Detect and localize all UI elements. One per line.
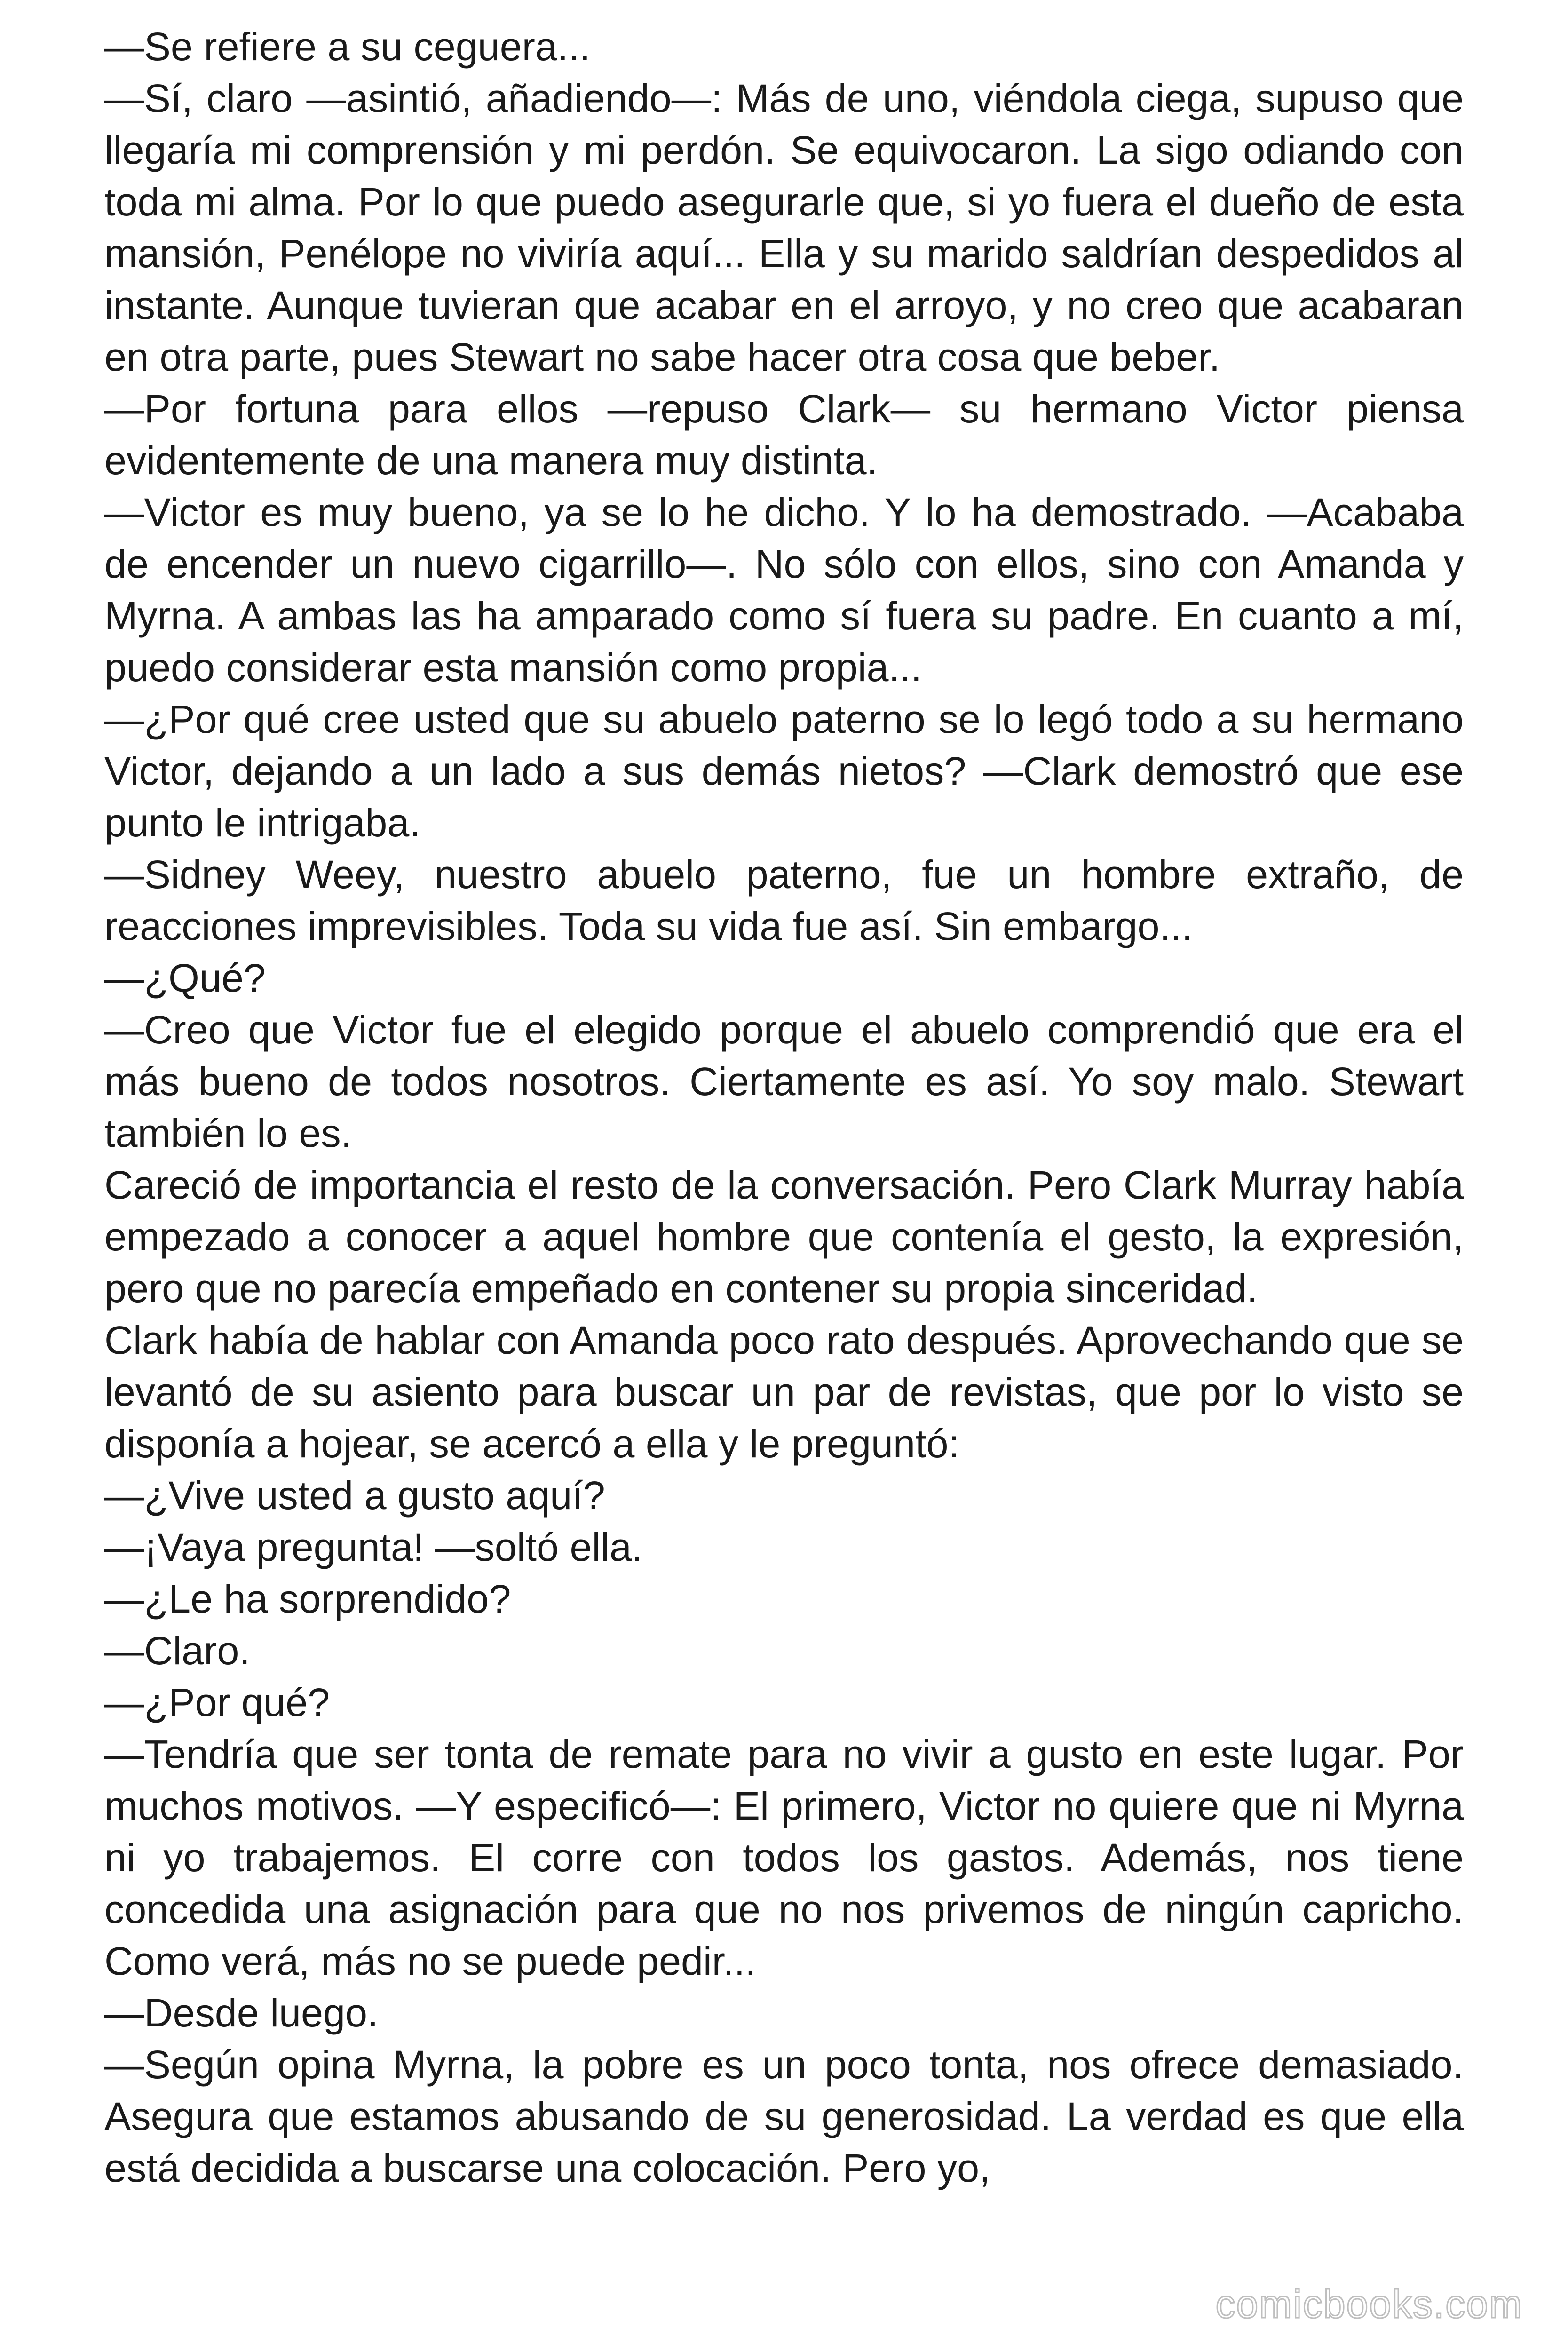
paragraph: —Según opina Myrna, la pobre es un poco tonta, nos ofrece demasiado. Asegura que estamos abusando de su generosidad. La verdad es que ella está decidida a buscarse una colocación. Pero yo,: [104, 2042, 1464, 2190]
paragraph: Clark había de hablar con Amanda poco rato después. Aprovechando que se levantó de su asiento para buscar un par de revistas, que por lo visto se disponía a hojear, se acercó a ella y le preguntó:: [104, 1318, 1464, 1466]
paragraph: Careció de importancia el resto de la conversación. Pero Clark Murray había empezado a conocer a aquel hombre que contenía el gesto, la expresión, pero que no parecía empeñado en contener su propia sinceridad.: [104, 1163, 1464, 1311]
watermark: comicbooks.com: [1215, 2282, 1523, 2326]
paragraph: —Sidney Weey, nuestro abuelo paterno, fue un hombre extraño, de reacciones imprevisibles. Toda su vida fue así. Sin embargo...: [104, 852, 1464, 948]
paragraph: —¿Por qué cree usted que su abuelo paterno se lo legó todo a su hermano Victor, dejando a un lado a sus demás nietos? —Clark demostró que ese punto le intrigaba.: [104, 697, 1464, 845]
paragraph: —Tendría que ser tonta de remate para no vivir a gusto en este lugar. Por muchos motivos. —Y especificó—: El primero, Victor no quiere que ni Myrna ni yo trabajemos. El corre con todos los gastos. Además, nos tiene concedida una asignación para que no nos privemos de ningún capricho. Como verá, más no se puede pedir...: [104, 1732, 1464, 1983]
paragraph: —Se refiere a su ceguera...: [104, 24, 591, 69]
paragraph: —Claro.: [104, 1629, 250, 1673]
paragraph: —Sí, claro —asintió, añadiendo—: Más de uno, viéndola ciega, supuso que llegaría mi comprensión y mi perdón. Se equivocaron. La sigo odiando con toda mi alma. Por lo que puedo asegurarle que, si yo fuera el dueño de esta mansión, Penélope no viviría aquí... Ella y su marido saldrían despedidos al instante. Aunque tuvieran que acabar en el arroyo, y no creo que acabaran en otra parte, pues Stewart no sabe hacer otra cosa que beber.: [104, 76, 1464, 379]
paragraph: —Desde luego.: [104, 1991, 379, 2035]
paragraph: —¿Le ha sorprendido?: [104, 1577, 511, 1621]
paragraph: —Por fortuna para ellos —repuso Clark— su hermano Victor piensa evidentemente de una manera muy distinta.: [104, 387, 1464, 483]
paragraph: —Victor es muy bueno, ya se lo he dicho. Y lo ha demostrado. —Acababa de encender un nuevo cigarrillo—. No sólo con ellos, sino con Amanda y Myrna. A ambas las ha amparado como sí fuera su padre. En cuanto a mí, puedo considerar esta mansión como propia...: [104, 490, 1464, 690]
paragraph: —¿Vive usted a gusto aquí?: [104, 1473, 605, 1518]
paragraph: —¿Qué?: [104, 956, 266, 1000]
paragraph: —¿Por qué?: [104, 1680, 330, 1724]
paragraph: —Creo que Victor fue el elegido porque el abuelo comprendió que era el más bueno de todos nosotros. Ciertamente es así. Yo soy malo. Stewart también lo es.: [104, 1008, 1464, 1155]
paragraph: —¡Vaya pregunta! —soltó ella.: [104, 1525, 643, 1569]
page-text: [104, 21, 1464, 2194]
